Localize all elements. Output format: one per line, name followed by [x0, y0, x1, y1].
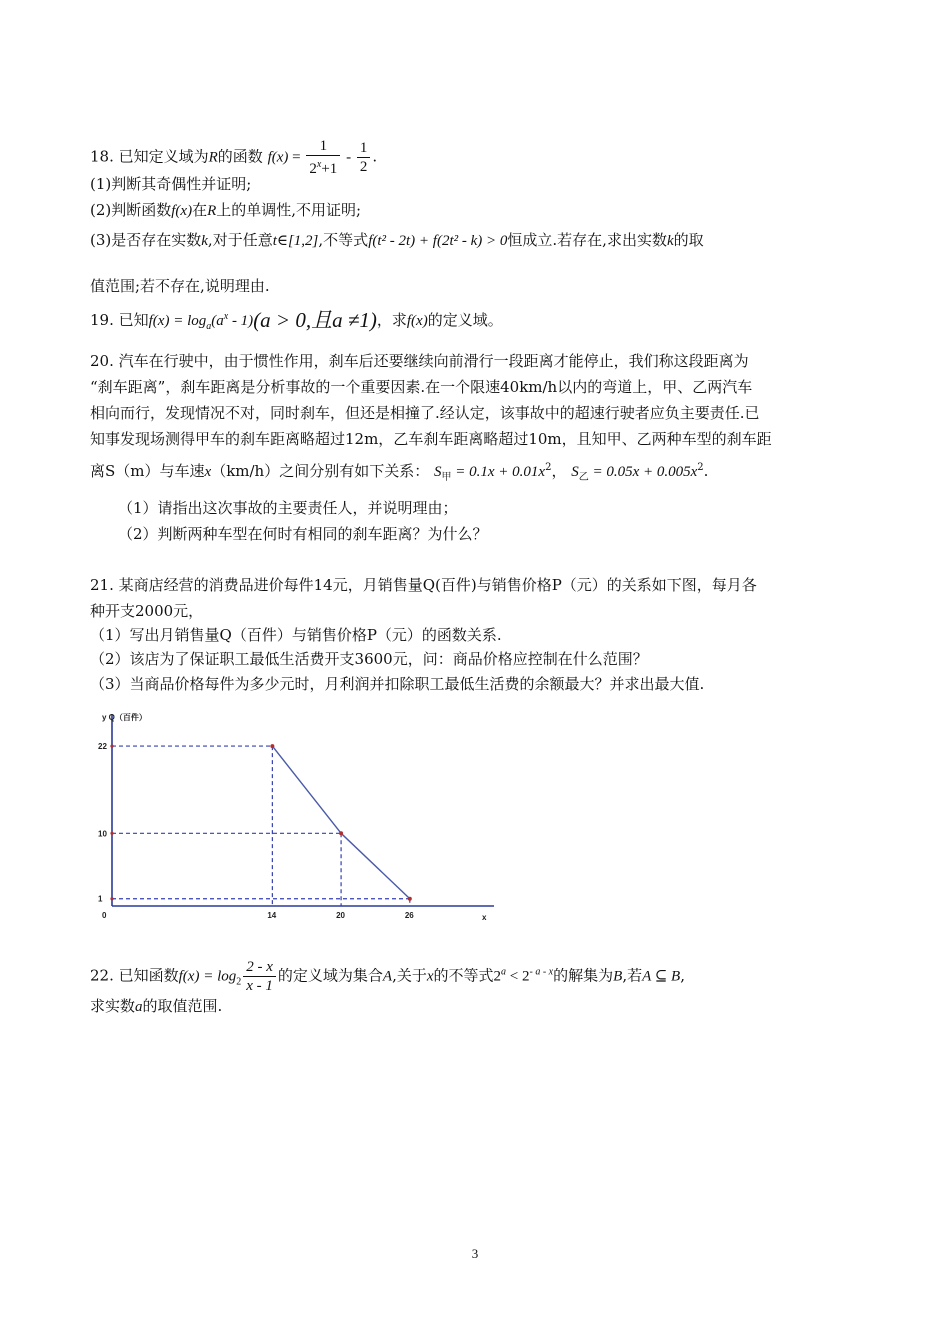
y-tick-labels — [98, 742, 107, 904]
q18-part2: (2)判断函数f(x)在R上的单调性,不用证明; — [90, 201, 362, 219]
q18-part3-cont: 值范围;若不存在,说明理由. — [90, 277, 270, 295]
page-number: 3 — [471, 1246, 479, 1261]
x-tick-label-1: 14 — [267, 911, 277, 920]
q20-line3: 相向而行，发现情况不对，同时刹车，但还是相撞了.经认定，该事故中的超速行驶者应负主要责任.已 — [90, 404, 760, 422]
q20-line4: 知事发现场测得甲车的刹车距离略超过12m，乙车刹车距离略超过10m，且知甲、乙两种车型的刹车距 — [90, 430, 772, 448]
y-tick-mark-1 — [110, 832, 113, 835]
x-axis-label: x — [482, 913, 487, 922]
q20-line5: 离S（m）与车速x（km/h）之间分别有如下关系： $S_甲 = 0.1x + 0.01x^2$， $S_乙 = 0.05x + 0.005x^2$. — [90, 462, 709, 483]
q21-line2: 种开支2000元， — [90, 602, 204, 620]
x-tick-labels — [102, 911, 414, 920]
q18-fraction-2: $\frac{1}{2}$ — [357, 139, 371, 176]
y-tick-label-0: 1 — [98, 894, 103, 904]
q18-part3: (3)是否存在实数k,对于任意t∈[1,2],不等式f(t² - 2t) + f(2t² - k) > 0恒成立.若存在,求出实数k的取 — [90, 231, 704, 249]
y-tick-label-1: 10 — [98, 829, 107, 839]
q21-part1: （1）写出月销售量Q（百件）与销售价格P（元）的函数关系. — [90, 626, 502, 644]
series-segment-1 — [341, 833, 410, 898]
y-axis-label: y Q（百件） — [102, 713, 147, 722]
q20-part1: （1）请指出这次事故的主要责任人，并说明理由； — [118, 499, 458, 517]
data-points — [110, 744, 411, 901]
q20-line2: “刹车距离”，刹车距离是分析事故的一个重要因素.在一个限速40km/h以内的弯道上，甲、乙两汽车 — [90, 378, 753, 396]
q19-line: 19. 已知$f(x) = \log_a(a^x - 1)(a > 0$,且a ≠1)，求f(x)的定义域。 — [90, 308, 503, 332]
series-segment-0 — [272, 746, 341, 833]
x-tick-label-2: 20 — [336, 911, 345, 920]
y-tick-mark-0 — [110, 744, 113, 747]
data-point-2 — [408, 897, 412, 901]
data-point-1 — [339, 831, 343, 835]
q22-line1: 22. 已知函数$f(x) = \log_2$ $\frac{2 - x}{x - 1}$ 的定义域为集合A,关于x的不等式$2^a < 2^{- a - x}$的解集为B,若A ⊆ B, — [90, 959, 685, 994]
y-tick-mark-2 — [110, 897, 113, 900]
q20-part2: （2）判断两种车型在何时有相同的刹车距离？为什么？ — [118, 525, 488, 543]
q21-line1: 21. 某商店经营的消费品进价每件14元，月销售量Q(百件)与销售价格P（元）的关系如下图，每月各 — [90, 576, 757, 594]
q22-fraction: $\frac{2 - x}{x - 1}$ — [243, 958, 276, 995]
sales-chart — [90, 700, 510, 925]
q20-line1: 20. 汽车在行驶中，由于惯性作用，刹车后还要继续向前滑行一段距离才能停止，我们称这段距离为 — [90, 352, 749, 370]
q18-fraction-1: $\frac{1}{2^x+1}$ — [306, 137, 340, 178]
x-tick-label-3: 26 — [404, 911, 414, 920]
y-tick-label-2: 22 — [98, 742, 107, 752]
q21-part2: （2）该店为了保证职工最低生活费开支3600元，问：商品价格应控制在什么范围？ — [90, 650, 648, 668]
x-tick-label-0: 0 — [102, 911, 107, 920]
q18-line1: 18. 已知定义域为R的函数 f(x) = $\frac{1}{2^x+1}$ - $\frac{1}{2}$ . — [90, 138, 378, 177]
guide-lines — [112, 746, 410, 906]
data-point-0 — [270, 744, 274, 748]
q22-line2: 求实数a的取值范围. — [90, 997, 223, 1015]
q21-part3: （3）当商品价格每件为多少元时，月利润并扣除职工最低生活费的余额最大？并求出最大值. — [90, 675, 705, 693]
q18-part1: (1)判断其奇偶性并证明; — [90, 175, 252, 193]
